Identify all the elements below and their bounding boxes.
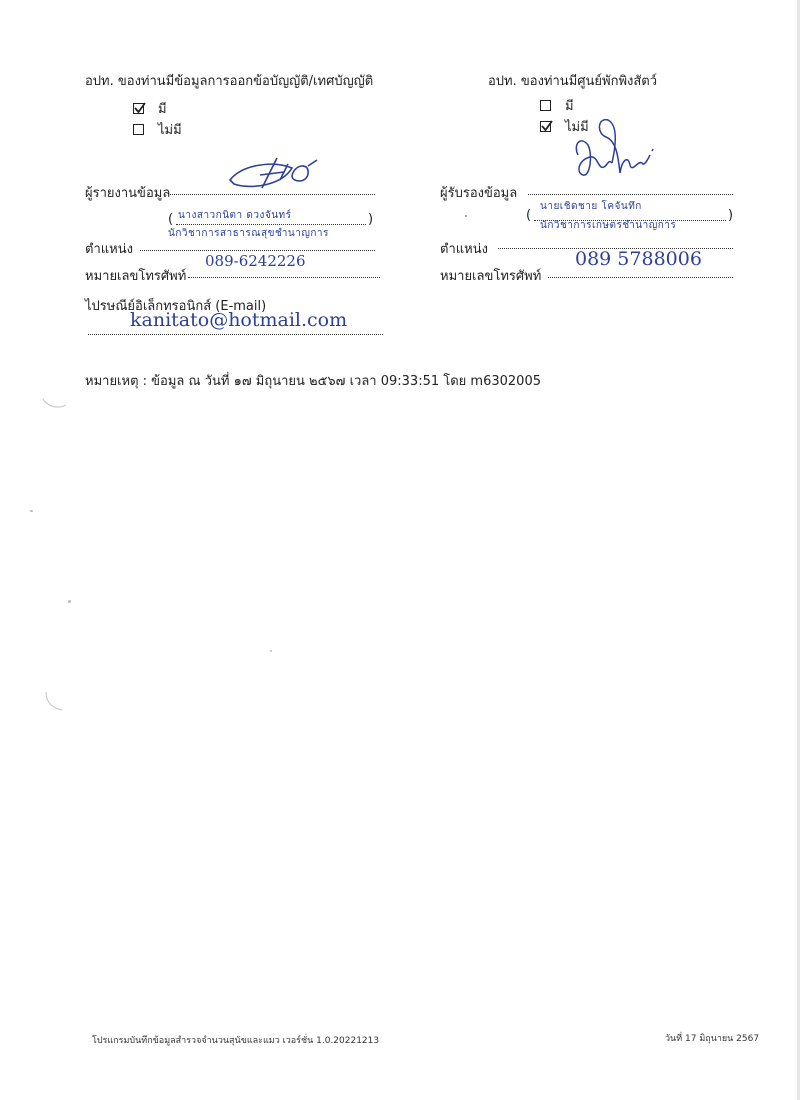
scan-speck — [68, 600, 71, 603]
certifier-name-close-paren: ) — [728, 208, 734, 223]
reporter-position: นักวิชาการสาธารณสุขชำนาญการ — [168, 228, 329, 239]
certifier-signature-line — [528, 180, 733, 195]
checkbox-checked-icon[interactable] — [540, 121, 551, 132]
scan-mark-icon — [40, 395, 80, 415]
reporter-label: ผู้รายงานข้อมูล — [85, 186, 171, 201]
certifier-phone-label: หมายเลขโทรศัพท์ — [440, 269, 542, 284]
left-option-yes-label: มี — [158, 102, 167, 117]
footer-date: วันที่ 17 มิถุนายน 2567 — [665, 1034, 760, 1044]
reporter-email-label: ไปรษณีย์อิเล็กทรอนิกส์ (E-mail) — [85, 299, 267, 314]
reporter-phone: 089-6242226 — [205, 252, 306, 270]
certifier-position-label: ตำแหน่ง — [440, 242, 488, 257]
certifier-signature-icon — [568, 115, 663, 190]
certifier-label: ผู้รับรองข้อมูล — [440, 186, 518, 201]
reporter-name-open-paren: ( — [168, 212, 174, 227]
reporter-signature-line — [170, 180, 375, 195]
certifier-name: นายเชิดชาย โคจันทึก — [540, 201, 642, 212]
footer-program: โปรแกรมบันทึกข้อมูลสำรวจจำนวนสุนัขและแมว เวอร์ชั่น 1.0.20221213 — [92, 1036, 380, 1046]
reporter-email: kanitato@hotmail.com — [130, 309, 348, 331]
left-section-title: อปท. ของท่านมีข้อมูลการออกข้อบัญญัติ/เทศบัญญัติ — [85, 74, 374, 89]
left-option-no[interactable] — [133, 119, 182, 140]
reporter-name: นางสาวกนิตา ดวงจันทร์ — [178, 210, 292, 221]
certifier-phone: 089 5788006 — [575, 248, 702, 270]
certifier-name-open-paren: ( — [526, 208, 532, 223]
certifier-position-line — [498, 234, 733, 249]
note-text: หมายเหตุ : ข้อมูล ณ วันที่ ๑๗ มิถุนายน ๒๕๖๗ เวลา 09:33:51 โดย m6302005 — [85, 374, 541, 389]
certifier-position: นักวิชาการเกษตรชำนาญการ — [540, 220, 677, 231]
checkbox-empty-icon[interactable] — [133, 124, 144, 135]
scan-speck — [465, 215, 467, 217]
reporter-position-label: ตำแหน่ง — [85, 242, 133, 257]
right-option-no-label: ไม่มี — [565, 120, 589, 135]
left-option-no-label: ไม่มี — [158, 123, 182, 138]
scan-speck — [270, 650, 272, 652]
checkbox-checked-icon[interactable] — [133, 103, 144, 114]
left-option-yes[interactable] — [133, 98, 167, 119]
right-option-yes[interactable] — [540, 95, 574, 116]
checkbox-empty-icon[interactable] — [540, 100, 551, 111]
right-option-yes-label: มี — [565, 99, 574, 114]
right-section-title: อปท. ของท่านมีศูนย์พักพิงสัตว์ — [488, 74, 658, 89]
reporter-phone-label: หมายเลขโทรศัพท์ — [85, 269, 187, 284]
scan-speck — [30, 510, 33, 512]
reporter-name-close-paren: ) — [368, 212, 374, 227]
scan-mark-icon — [42, 690, 72, 715]
